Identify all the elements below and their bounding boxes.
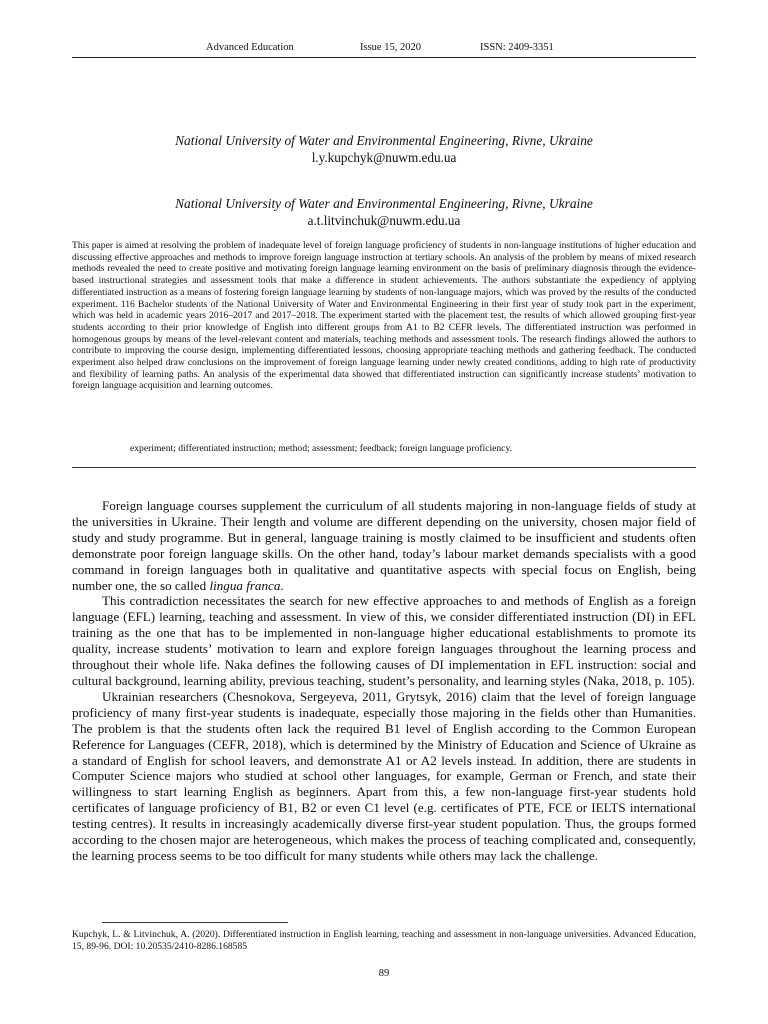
page-number: 89 <box>378 968 390 979</box>
citation-footnote: Kupchyk, L. & Litvinchuk, A. (2020). Differentiated instruction in English learning, teaching and assessment in non-language universities. Advanced Education, 15, 89-96. DOI: 10.20535/2410-8286.168585 <box>72 929 696 952</box>
issue-info: Issue 15, 2020 <box>360 42 421 53</box>
paragraph-2: This contradiction necessitates the search for new effective approaches to and methods of English as a foreign language (EFL) learning, teaching and assessment. In view of this, we consider differentiated instruction (DI) in EFL training as the one that has to be implemented in non-language higher educational establishments to promote its quality, increase students’ motivation to learn and explore foreign languages throughout the learning process and throughout their whole life. Naka defines the following causes of DI implementation in EFL instruction: social and cultural background, learning ability, previous teaching, student’s personality, and learning styles (Naka, 2018, p. 105). <box>72 593 696 688</box>
author-affiliation-1 <box>72 132 696 166</box>
body-text <box>72 498 696 864</box>
paragraph-1 <box>72 498 696 593</box>
keywords-rule <box>72 467 696 468</box>
journal-name: Advanced Education <box>206 42 294 53</box>
email-1: l.y.kupchyk@nuwm.edu.ua <box>311 150 457 165</box>
institution-2: National University of Water and Environmental Engineering, Rivne, Ukraine <box>175 196 593 211</box>
running-header <box>72 42 696 58</box>
lingua-franca-term: lingua franca <box>209 577 281 593</box>
keywords: experiment; differentiated instruction; method; assessment; feedback; foreign language proficiency. <box>130 443 513 454</box>
header-rule <box>72 57 696 58</box>
paragraph-3: Ukrainian researchers (Chesnokova, Sergeyeva, 2011, Grytsyk, 2016) claim that the level of foreign language proficiency of many first-year students is inadequate, especially those majoring in the fields other than Humanities. The problem is that the students often lack the required B1 level of English according to the Common European Reference for Languages (CEFR, 2018), which is determined by the Ministry of Education and Science of Ukraine as a standard of English for school leavers, and demonstrate A1 or A2 levels instead. In addition, there are students in Computer Science majors who studied at school other languages, for example, German or French, and state their willingness to start learning English as beginners. Apart from this, a few non-language first-year students hold certificates of language proficiency of B1, B2 or even C1 level (e.g. certificates of PTE, FCE or IELTS international testing centres). It results in increasingly academically diverse first-year student population. Thus, the groups formed according to the chosen major are heterogeneous, which makes the process of teaching complicated and, consequently, the learning process seems to be too difficult for many students while others may lack the challenge. <box>72 688 696 863</box>
institution-1: National University of Water and Environmental Engineering, Rivne, Ukraine <box>175 133 593 148</box>
abstract: This paper is aimed at resolving the problem of inadequate level of foreign language proficiency of students in non-language institutions of higher education and discussing effective approaches and methods to improve foreign language instruction at tertiary schools. An analysis of the problem by means of mixed research methods revealed the need to create positive and motivating foreign language learning environment on the basis of preliminary diagnosis through the evidence-based instructional strategies and assessment tools that make a difference in student achievements. The authors substantiate the expediency of applying differentiated instruction as a means of fostering foreign language learning by students of non-language majors, which was proved by the results of the conducted experiment. 116 Bachelor students of the National University of Water and Environmental Engineering in their first year of study took part in the experiment, which was held in academic years 2016–2017 and 2017–2018. The experiment started with the placement test, the results of which allowed grouping first-year students according to their prior knowledge of English into different groups from A1 to B2 CEFR levels. The differentiated instruction was performed in homogenous groups by means of the level-relevant content and materials, teaching methods and assessment tools. The research findings allowed the authors to contribute to improving the course design, implementing differentiated lessons, choosing appropriate teaching methods and gathering feedback. The conducted experiment also helped draw conclusions on the improvement of foreign language learning under newly created conditions, adding to high rate of productivity and flexibility of learning paths. An analysis of the experimental data showed that differentiated instruction can significantly increase students’ motivation to foreign language acquisition and learning outcomes. <box>72 240 696 392</box>
paragraph-1-text: Foreign language courses supplement the curriculum of all students majoring in non-language fields of study at the universities in Ukraine. Their length and volume are different depending on the university, chosen major field of study and study programme. But in general, language training is mostly claimed to be insufficient and students often demonstrate poor foreign language skills. On the other hand, today’s labour market demands specialists with a good command in foreign languages both in qualitative and quantitative aspects with special focus on English, being number one, the so called <box>72 498 696 593</box>
footnote-rule <box>102 922 288 923</box>
paragraph-1-end: . <box>280 577 284 593</box>
issn: ISSN: 2409-3351 <box>480 42 554 53</box>
email-2: a.t.litvinchuk@nuwm.edu.ua <box>307 213 461 228</box>
author-affiliation-2 <box>72 195 696 229</box>
